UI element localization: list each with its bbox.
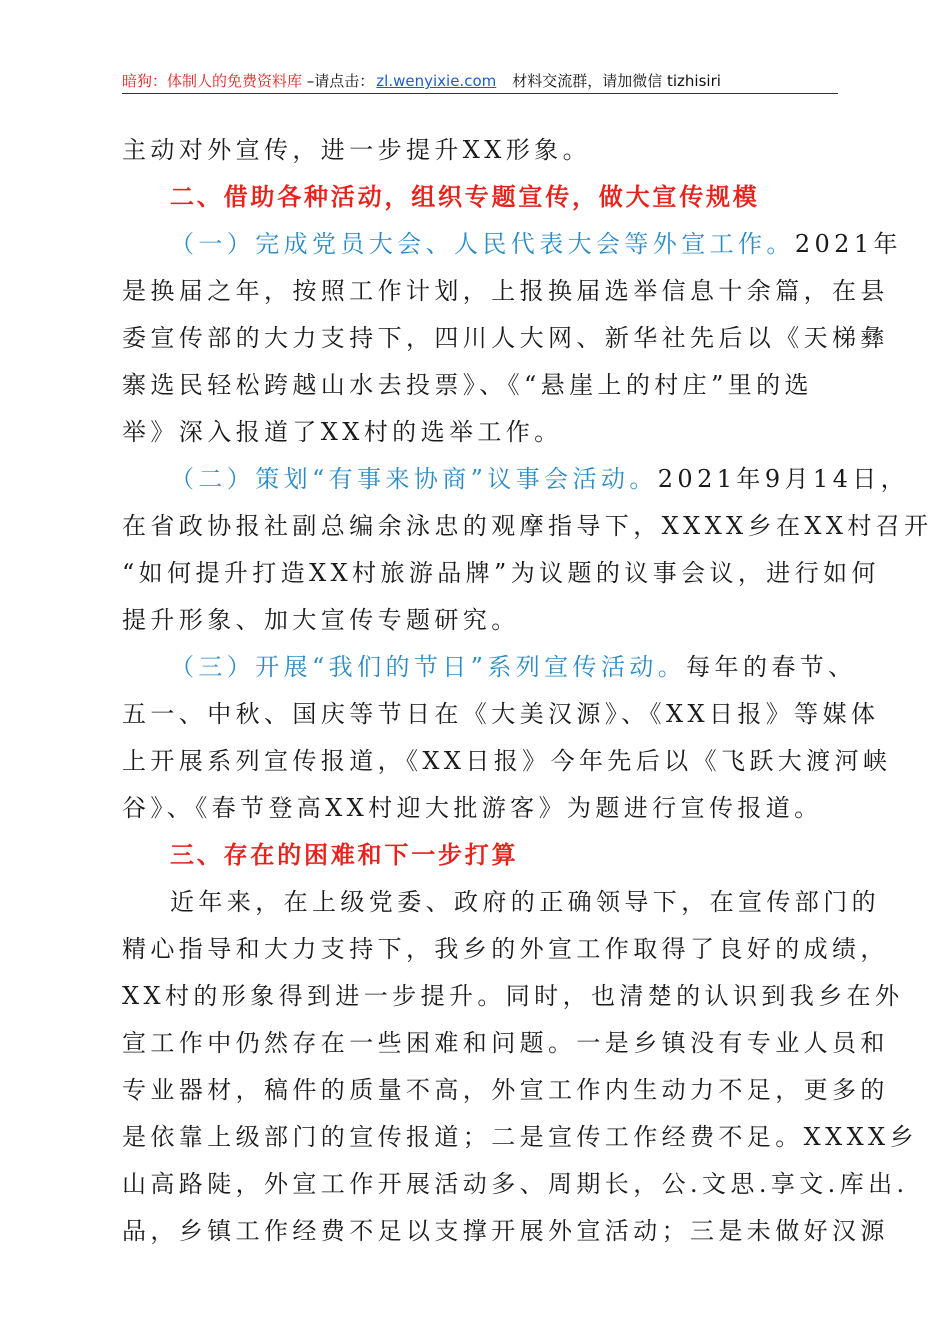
body-line: 五一、中秋、国庆等节日在《大美汉源》、《XX日报》等媒体: [122, 700, 880, 728]
header-group-note: 材料交流群，请加微信 tizhisiri: [512, 72, 721, 90]
body-line: 上开展系列宣传报道，《XX日报》今年先后以《飞跃大渡河峡: [122, 747, 892, 775]
page-header: [122, 68, 838, 94]
body-line: XX村的形象得到进一步提升。同时，也清楚的认识到我乡在外: [122, 982, 904, 1010]
header-divider: [122, 93, 838, 94]
paragraph-3-lead: 每年的春节、: [686, 653, 857, 681]
section-heading-2: 二、借助各种活动，组织专题宣传，做大宣传规模: [170, 183, 760, 211]
body-line: 在省政协报社副总编余泳忠的观摩指导下，XXXX乡在XX村召开: [122, 512, 933, 540]
body-line: 谷》、《春节登高XX村迎大批游客》为题进行宣传报道。: [122, 794, 823, 822]
body-line: 提升形象、加大宣传专题研究。: [122, 606, 520, 634]
body-line: 专业器材，稿件的质量不高，外宣工作内生动力不足，更多的: [122, 1076, 889, 1104]
body-line: 举》深入报道了XX村的选举工作。: [122, 418, 563, 446]
body-line: “如何提升打造XX村旅游品牌”为议题的议事会议，进行如何: [122, 559, 880, 587]
section-heading-3: 三、存在的困难和下一步打算: [170, 841, 519, 869]
paragraph-1-first-line: [122, 221, 902, 268]
body-line: 主动对外宣传，进一步提升XX形象。: [122, 136, 591, 164]
header-link[interactable]: zl.wenyixie.com: [376, 72, 497, 90]
paragraph-3-first-line: [122, 644, 857, 691]
paragraph-2-first-line: [122, 456, 910, 503]
body-line: 寨选民轻松跨越山水去投票》、《“悬崖上的村庄”里的选: [122, 371, 813, 399]
body-line: 品，乡镇工作经费不足以支撑开展外宣活动；三是未做好汉源: [122, 1217, 889, 1245]
body-line: 山高路陡，外宣工作开展活动多、周期长，公.文思.享文.库出.: [122, 1170, 909, 1198]
subheading-2: （二）策划“有事来协商”议事会活动。: [170, 465, 658, 493]
subheading-3: （三）开展“我们的节日”系列宣传活动。: [170, 653, 687, 681]
subheading-1: （一）完成党员大会、人民代表大会等外宣工作。: [170, 230, 795, 258]
paragraph-2-lead: 2021年9月14日，: [657, 465, 910, 493]
paragraph-1-lead: 2021年: [794, 230, 902, 258]
body-line: 精心指导和大力支持下，我乡的外宣工作取得了良好的成绩，: [122, 935, 889, 963]
body-line: 宣工作中仍然存在一些困难和问题。一是乡镇没有专业人员和: [122, 1029, 889, 1057]
document-body: [122, 127, 933, 1255]
body-line: 委宣传部的大力支持下，四川人大网、新华社先后以《天梯彝: [122, 324, 889, 352]
body-line: 是依靠上级部门的宣传报道；二是宣传工作经费不足。XXXX乡: [122, 1123, 918, 1151]
header-click-prompt: –请点击：: [302, 72, 375, 90]
body-line: 近年来，在上级党委、政府的正确领导下，在宣传部门的: [170, 888, 880, 916]
header-brand: 暗狗：体制人的免费资料库: [122, 72, 303, 90]
body-line: 是换届之年，按照工作计划，上报换届选举信息十余篇，在县: [122, 277, 889, 305]
